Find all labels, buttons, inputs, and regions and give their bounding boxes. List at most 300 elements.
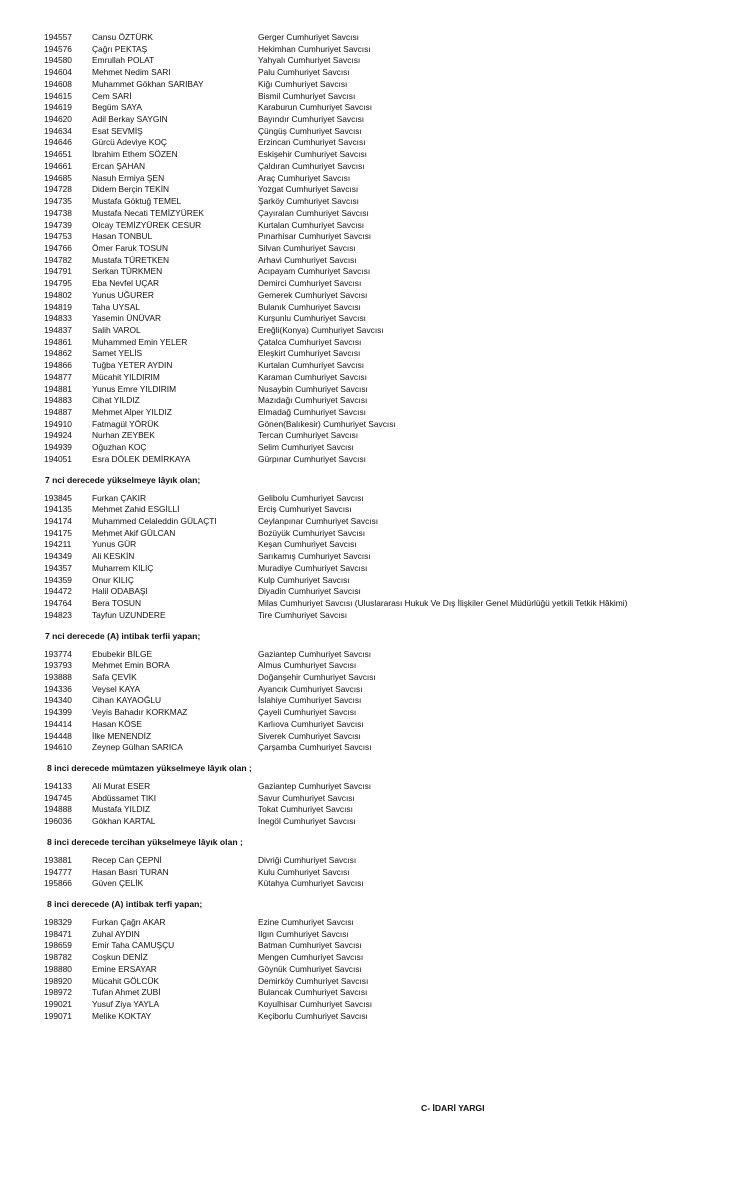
person-name: Mehmet Alper YILDIZ — [92, 407, 172, 417]
registry-number: 194766 — [44, 242, 72, 253]
office-title: Elmadağ Cumhuriyet Savcısı — [258, 407, 366, 417]
person-name: Muharrem KILIÇ — [92, 562, 154, 573]
person-name: Samet YELİS — [92, 348, 143, 359]
office-title: İnegöl Cumhuriyet Savcısı — [258, 816, 356, 827]
person-name: Hasan KÖSE — [92, 718, 142, 729]
person-name: Muhammed Emin YELER — [92, 336, 188, 347]
person-name: Recep Can ÇEPNİ — [92, 854, 162, 865]
list-item — [0, 867, 746, 879]
list-item — [0, 598, 746, 610]
list-item — [0, 731, 746, 743]
registry-number: 194604 — [44, 67, 72, 78]
list-item — [0, 137, 746, 149]
list-item — [0, 504, 746, 516]
list-block-3 — [0, 649, 746, 754]
list-item — [0, 684, 746, 696]
office-title: Demirci Cumhuriyet Savcısı — [258, 278, 362, 289]
office-title: Göynük Cumhuriyet Savcısı — [258, 963, 362, 974]
list-item — [0, 493, 746, 505]
list-item — [0, 781, 746, 793]
list-item — [0, 442, 746, 454]
list-item — [0, 952, 746, 964]
office-title: Bozüyük Cumhuriyet Savcısı — [258, 527, 366, 538]
registry-number: 194939 — [44, 442, 72, 453]
person-name: Emrullah POLAT — [92, 55, 155, 66]
registry-number: 194651 — [44, 149, 72, 160]
office-title: Gelibolu Cumhuriyet Savcısı — [258, 492, 364, 503]
person-name: Ömer Faruk TOSUN — [92, 242, 169, 253]
office-title: İslahiye Cumhuriyet Savcısı — [258, 695, 362, 706]
person-name: Muhammed Celaleddin GÜLAÇTI — [92, 516, 217, 527]
office-title: Kulu Cumhuriyet Savcısı — [258, 866, 350, 877]
list-item — [0, 987, 746, 999]
registry-number: 194883 — [44, 395, 72, 406]
registry-number: 194349 — [44, 551, 72, 562]
list-item — [0, 917, 746, 929]
list-item — [0, 102, 746, 114]
office-title: Ezine Cumhuriyet Savcısı — [258, 917, 354, 927]
person-name: Halil ODABAŞI — [92, 586, 148, 597]
registry-number: 194802 — [44, 289, 72, 300]
office-title: Nusaybin Cumhuriyet Savcısı — [258, 383, 368, 394]
registry-number: 194359 — [44, 574, 72, 585]
registry-number: 194795 — [44, 278, 72, 289]
person-name: Adil Berkay SAYGIN — [92, 114, 168, 125]
document-page — [0, 32, 746, 1022]
office-title: Milas Cumhuriyet Savcısı (Uluslararası Hukuk Ve Dış İlişkiler Genel Müdürlüğü yetkili Tetkik Hâkimi) — [258, 598, 628, 609]
list-item — [0, 551, 746, 563]
registry-number: 194615 — [44, 90, 72, 101]
office-title: Çüngüş Cumhuriyet Savcısı — [258, 125, 362, 136]
office-title: Palu Cumhuriyet Savcısı — [258, 67, 350, 78]
person-name: Mustafa YILDIZ — [92, 804, 151, 815]
list-item — [0, 325, 746, 337]
registry-number: 194777 — [44, 866, 72, 877]
registry-number: 198920 — [44, 975, 72, 986]
registry-number: 194866 — [44, 360, 72, 371]
person-name: Coşkun DENİZ — [92, 952, 148, 963]
list-item — [0, 290, 746, 302]
registry-number: 194910 — [44, 418, 72, 429]
person-name: Mustafa Necati TEMİZYÜREK — [92, 207, 205, 218]
person-name: Eba Nevfel UÇAR — [92, 278, 160, 289]
list-item — [0, 220, 746, 232]
office-title: Erciş Cumhuriyet Savcısı — [258, 504, 352, 515]
office-title: Yozgat Cumhuriyet Savcısı — [258, 184, 359, 195]
list-item — [0, 855, 746, 867]
registry-number: 194753 — [44, 231, 72, 242]
registry-number: 194619 — [44, 102, 72, 113]
office-title: Gerger Cumhuriyet Savcısı — [258, 32, 359, 42]
list-item — [0, 793, 746, 805]
person-name: İlke MENENDİZ — [92, 730, 152, 741]
office-title: Çatalca Cumhuriyet Savcısı — [258, 336, 362, 347]
registry-number: 194881 — [44, 383, 72, 394]
office-title: Demirköy Cumhuriyet Savcısı — [258, 975, 369, 986]
person-name: Salih VAROL — [92, 324, 141, 335]
registry-number: 194823 — [44, 609, 72, 620]
office-title: Arhavi Cumhuriyet Savcısı — [258, 254, 357, 265]
person-name: Melike KOKTAY — [92, 1010, 152, 1021]
list-item — [0, 173, 746, 185]
office-title: Acıpayam Cumhuriyet Savcısı — [258, 266, 371, 277]
office-title: Ayancık Cumhuriyet Savcısı — [258, 683, 363, 694]
registry-number: 198880 — [44, 963, 72, 974]
person-name: Onur KILIÇ — [92, 574, 134, 585]
office-title: Şarköy Cumhuriyet Savcısı — [258, 196, 359, 207]
list-item — [0, 196, 746, 208]
registry-number: 194738 — [44, 207, 72, 218]
list-item — [0, 660, 746, 672]
person-name: Yasemin ÜNÜVAR — [92, 313, 162, 324]
person-name: Tuğba YETER AYDIN — [92, 360, 173, 371]
registry-number: 199021 — [44, 999, 72, 1010]
registry-number: 194620 — [44, 114, 72, 125]
registry-number: 193774 — [44, 648, 72, 659]
office-title: Silvan Cumhuriyet Savcısı — [258, 242, 356, 253]
office-title: Çaldıran Cumhuriyet Savcısı — [258, 160, 365, 171]
registry-number: 194634 — [44, 125, 72, 136]
list-item — [0, 360, 746, 372]
list-item — [0, 302, 746, 314]
registry-number: 194735 — [44, 196, 72, 207]
office-title: Çarşamba Cumhuriyet Savcısı — [258, 742, 372, 753]
office-title: Bayındır Cumhuriyet Savcısı — [258, 114, 365, 125]
section-heading-8-tercihan: 8 inci derecede tercihan yükselmeye lâyık olan ; — [47, 836, 243, 847]
list-item — [0, 419, 746, 431]
person-name: Mücahit GÖLCÜK — [92, 975, 160, 986]
person-name: Gökhan KARTAL — [92, 816, 156, 827]
registry-number: 194764 — [44, 598, 72, 609]
office-title: Bulancak Cumhuriyet Savcısı — [258, 987, 368, 998]
person-name: Yunus Emre YILDIRIM — [92, 383, 177, 394]
list-item — [0, 126, 746, 138]
office-title: Gaziantep Cumhuriyet Savcısı — [258, 780, 372, 791]
list-item — [0, 44, 746, 56]
list-item — [0, 707, 746, 719]
list-item — [0, 372, 746, 384]
office-title: Batman Cumhuriyet Savcısı — [258, 940, 362, 951]
person-name: Hasan TONBUL — [92, 231, 153, 242]
list-item — [0, 91, 746, 103]
office-title: Savur Cumhuriyet Savcısı — [258, 792, 355, 803]
office-title: Kiğı Cumhuriyet Savcısı — [258, 78, 348, 89]
list-item — [0, 695, 746, 707]
registry-number: 196036 — [44, 816, 72, 827]
list-block-6 — [0, 917, 746, 1022]
person-name: Begüm SAYA — [92, 102, 142, 113]
list-item — [0, 407, 746, 419]
registry-number: 194472 — [44, 586, 72, 597]
list-item — [0, 672, 746, 684]
list-item — [0, 454, 746, 466]
person-name: Yusuf Ziya YAYLA — [92, 999, 160, 1010]
list-item — [0, 55, 746, 67]
list-item — [0, 278, 746, 290]
person-name: Olcay TEMİZYÜREK CESUR — [92, 219, 202, 230]
office-title: Bulanık Cumhuriyet Savcısı — [258, 301, 361, 312]
person-name: Oğuzhan KOÇ — [92, 442, 147, 453]
office-title: Keçiborlu Cumhuriyet Savcısı — [258, 1010, 368, 1021]
registry-number: 194211 — [44, 539, 72, 550]
office-title: Çayeli Cumhuriyet Savcısı — [258, 707, 357, 718]
registry-number: 194791 — [44, 266, 72, 277]
registry-number: 194887 — [44, 407, 72, 417]
registry-number: 194414 — [44, 718, 72, 729]
office-title: Tire Cumhuriyet Savcısı — [258, 609, 348, 620]
person-name: Furkan ÇAKIR — [92, 492, 146, 503]
list-item — [0, 32, 746, 44]
person-name: Esat SEVMİŞ — [92, 125, 143, 136]
office-title: Tercan Cumhuriyet Savcısı — [258, 430, 359, 441]
person-name: Abdüssamet TIKI — [92, 792, 157, 803]
person-name: Mustafa TÜRETKEN — [92, 254, 170, 265]
registry-number: 194837 — [44, 324, 72, 335]
office-title: Ilgın Cumhuriyet Savcısı — [258, 928, 349, 939]
list-item — [0, 313, 746, 325]
registry-number: 194745 — [44, 792, 72, 803]
list-item — [0, 563, 746, 575]
office-title: Diyadin Cumhuriyet Savcısı — [258, 586, 361, 597]
registry-number: 194576 — [44, 43, 72, 54]
person-name: Cihat YILDIZ — [92, 395, 140, 406]
person-name: Ali KESKİN — [92, 551, 135, 562]
section-heading-7-yukselmeye: 7 nci derecede yükselmeye lâyık olan; — [45, 474, 201, 485]
registry-number: 198972 — [44, 987, 72, 998]
list-block-2 — [0, 493, 746, 622]
office-title: Yahyalı Cumhuriyet Savcısı — [258, 55, 361, 66]
registry-number: 194135 — [44, 504, 72, 515]
office-title: Kurtalan Cumhuriyet Savcısı — [258, 219, 365, 230]
list-item — [0, 337, 746, 349]
person-name: Nurhan ZEYBEK — [92, 430, 155, 441]
person-name: Hasan Basri TURAN — [92, 866, 169, 877]
registry-number: 194557 — [44, 32, 72, 42]
list-item — [0, 742, 746, 754]
person-name: Didem Berçin TEKİN — [92, 184, 170, 195]
list-block-5 — [0, 855, 746, 890]
list-item — [0, 430, 746, 442]
person-name: Safa ÇEVİK — [92, 671, 137, 682]
registry-number: 194174 — [44, 516, 72, 527]
registry-number: 194646 — [44, 137, 72, 148]
office-title: Almus Cumhuriyet Savcısı — [258, 660, 357, 671]
registry-number: 194782 — [44, 254, 72, 265]
office-title: Çayıralan Cumhuriyet Savcısı — [258, 207, 369, 218]
person-name: Mehmet Akif GÜLCAN — [92, 527, 176, 538]
registry-number: 199071 — [44, 1010, 72, 1021]
person-name: Cihan KAYAOĞLU — [92, 695, 162, 706]
office-title: Kurşunlu Cumhuriyet Savcısı — [258, 313, 366, 324]
person-name: Mücahit YILDIRIM — [92, 371, 160, 382]
person-name: Güven ÇELİK — [92, 878, 144, 889]
list-item — [0, 940, 746, 952]
person-name: Tayfun UZUNDERE — [92, 609, 166, 620]
registry-number: 194051 — [44, 453, 72, 464]
registry-number: 193881 — [44, 854, 72, 865]
person-name: Bera TOSUN — [92, 598, 142, 609]
registry-number: 198329 — [44, 917, 72, 927]
office-title: Araç Cumhuriyet Savcısı — [258, 172, 351, 183]
office-title: Gönen(Balıkesir) Cumhuriyet Savcısı — [258, 418, 396, 429]
list-item — [0, 575, 746, 587]
office-title: Erzincan Cumhuriyet Savcısı — [258, 137, 366, 148]
person-name: Furkan Çağrı AKAR — [92, 917, 166, 927]
list-item — [0, 161, 746, 173]
registry-number: 194862 — [44, 348, 72, 359]
office-title: Karaman Cumhuriyet Savcısı — [258, 371, 367, 382]
section-heading-8-mumtazen: 8 inci derecede mümtazen yükselmeye lâyık olan ; — [47, 762, 252, 773]
person-name: Mustafa Göktuğ TEMEL — [92, 196, 182, 207]
office-title: Muradiye Cumhuriyet Savcısı — [258, 562, 368, 573]
list-item — [0, 539, 746, 551]
registry-number: 194833 — [44, 313, 72, 324]
office-title: Mengen Cumhuriyet Savcısı — [258, 952, 364, 963]
office-title: Ceylanpınar Cumhuriyet Savcısı — [258, 516, 379, 527]
person-name: Cansu ÖZTÜRK — [92, 32, 153, 42]
person-name: Yunus UĞURER — [92, 289, 154, 300]
registry-number: 194739 — [44, 219, 72, 230]
office-title: Sarıkamış Cumhuriyet Savcısı — [258, 551, 371, 562]
section-heading-7-intibak: 7 nci derecede (A) intibak terfii yapan; — [45, 630, 201, 641]
section-heading-8-intibak: 8 inci derecede (A) intibak terfi yapan; — [47, 899, 203, 909]
registry-number: 198659 — [44, 940, 72, 951]
list-item — [0, 649, 746, 661]
registry-number: 194685 — [44, 172, 72, 183]
office-title: Bismil Cumhuriyet Savcısı — [258, 90, 356, 101]
registry-number: 194336 — [44, 683, 72, 694]
list-item — [0, 878, 746, 890]
person-name: Zeynep Gülhan SARICA — [92, 742, 183, 753]
list-item — [0, 929, 746, 941]
list-item — [0, 964, 746, 976]
office-title: Kurtalan Cumhuriyet Savcısı — [258, 360, 365, 371]
office-title: Mazıdağı Cumhuriyet Savcısı — [258, 395, 368, 406]
list-item — [0, 184, 746, 196]
registry-number: 194580 — [44, 55, 72, 66]
registry-number: 194133 — [44, 780, 72, 791]
list-item — [0, 114, 746, 126]
office-title: Ereğli(Konya) Cumhuriyet Savcısı — [258, 324, 384, 335]
office-title: Divriği Cumhuriyet Savcısı — [258, 854, 357, 865]
person-name: Gürcü Adeviye KOÇ — [92, 137, 167, 148]
office-title: Kütahya Cumhuriyet Savcısı — [258, 878, 364, 889]
list-item — [0, 243, 746, 255]
registry-number: 194819 — [44, 301, 72, 312]
registry-number: 194728 — [44, 184, 72, 195]
list-item — [0, 528, 746, 540]
person-name: Mehmet Nedim SARI — [92, 67, 171, 78]
person-name: Serkan TÜRKMEN — [92, 266, 163, 277]
list-item — [0, 816, 746, 828]
office-title: Doğanşehir Cumhuriyet Savcısı — [258, 671, 376, 682]
list-item — [0, 348, 746, 360]
list-item — [0, 208, 746, 220]
registry-number: 194861 — [44, 336, 72, 347]
office-title: Karaburun Cumhuriyet Savcısı — [258, 102, 373, 113]
registry-number: 194608 — [44, 78, 72, 89]
person-name: Veyis Bahadır KORKMAZ — [92, 707, 188, 718]
person-name: Zuhal AYDIN — [92, 928, 140, 939]
person-name: İbrahim Ethem SÖZEN — [92, 149, 178, 160]
registry-number: 193793 — [44, 660, 72, 671]
person-name: Muhammet Gökhan SARIBAY — [92, 78, 204, 89]
office-title: Koyulhisar Cumhuriyet Savcısı — [258, 999, 373, 1010]
list-item — [0, 1011, 746, 1023]
list-block-1 — [0, 32, 746, 466]
person-name: Tufan Ahmet ZUBİ — [92, 987, 161, 998]
list-item — [0, 516, 746, 528]
list-item — [0, 231, 746, 243]
list-item — [0, 610, 746, 622]
person-name: Mehmet Zahid ESGİLLİ — [92, 504, 180, 515]
registry-number: 194399 — [44, 707, 72, 718]
registry-number: 194448 — [44, 730, 72, 741]
office-title: Hekimhan Cumhuriyet Savcısı — [258, 43, 371, 54]
registry-number: 194661 — [44, 160, 72, 171]
list-item — [0, 719, 746, 731]
office-title: Karlıova Cumhuriyet Savcısı — [258, 718, 364, 729]
registry-number: 194888 — [44, 804, 72, 815]
person-name: Emir Taha CAMUŞÇU — [92, 940, 175, 951]
list-item — [0, 999, 746, 1011]
section-footer-title: C- İDARİ YARGI — [421, 1103, 485, 1113]
registry-number: 193888 — [44, 671, 72, 682]
office-title: Tokat Cumhuriyet Savcısı — [258, 804, 353, 815]
office-title: Pınarhisar Cumhuriyet Savcısı — [258, 231, 372, 242]
registry-number: 195866 — [44, 878, 72, 889]
person-name: Ercan ŞAHAN — [92, 160, 146, 171]
person-name: Ali Murat ESER — [92, 780, 151, 791]
office-title: Kulp Cumhuriyet Savcısı — [258, 574, 350, 585]
office-title: Gürpınar Cumhuriyet Savcısı — [258, 453, 366, 464]
office-title: Gemerek Cumhuriyet Savcısı — [258, 289, 368, 300]
list-block-4 — [0, 781, 746, 828]
office-title: Keşan Cumhuriyet Savcısı — [258, 539, 357, 550]
registry-number: 194357 — [44, 562, 72, 573]
list-item — [0, 79, 746, 91]
person-name: Emine ERSAYAR — [92, 963, 157, 974]
list-item — [0, 255, 746, 267]
registry-number: 194924 — [44, 430, 72, 441]
list-item — [0, 804, 746, 816]
person-name: Cem SARİ — [92, 90, 132, 101]
registry-number: 194175 — [44, 527, 72, 538]
registry-number: 198471 — [44, 928, 72, 939]
office-title: Gaziantep Cumhuriyet Savcısı — [258, 648, 372, 659]
registry-number: 194610 — [44, 742, 72, 753]
office-title: Selim Cumhuriyet Savcısı — [258, 442, 354, 453]
list-item — [0, 67, 746, 79]
list-item — [0, 586, 746, 598]
person-name: Taha UYSAL — [92, 301, 140, 312]
person-name: Mehmet Emin BORA — [92, 660, 170, 671]
person-name: Çağrı PEKTAŞ — [92, 43, 148, 54]
list-item — [0, 395, 746, 407]
registry-number: 194877 — [44, 371, 72, 382]
person-name: Ebubekir BİLGE — [92, 648, 153, 659]
registry-number: 193845 — [44, 492, 72, 503]
registry-number: 194340 — [44, 695, 72, 706]
person-name: Nasuh Ermiya ŞEN — [92, 172, 165, 183]
list-item — [0, 384, 746, 396]
person-name: Yunus GÜR — [92, 539, 137, 550]
person-name: Fatmagül YÖRÜK — [92, 418, 159, 429]
office-title: Eskişehir Cumhuriyet Savcısı — [258, 149, 367, 160]
office-title: Eleşkirt Cumhuriyet Savcısı — [258, 348, 361, 359]
person-name: Veysel KAYA — [92, 683, 141, 694]
office-title: Siverek Cumhuriyet Savcısı — [258, 730, 361, 741]
